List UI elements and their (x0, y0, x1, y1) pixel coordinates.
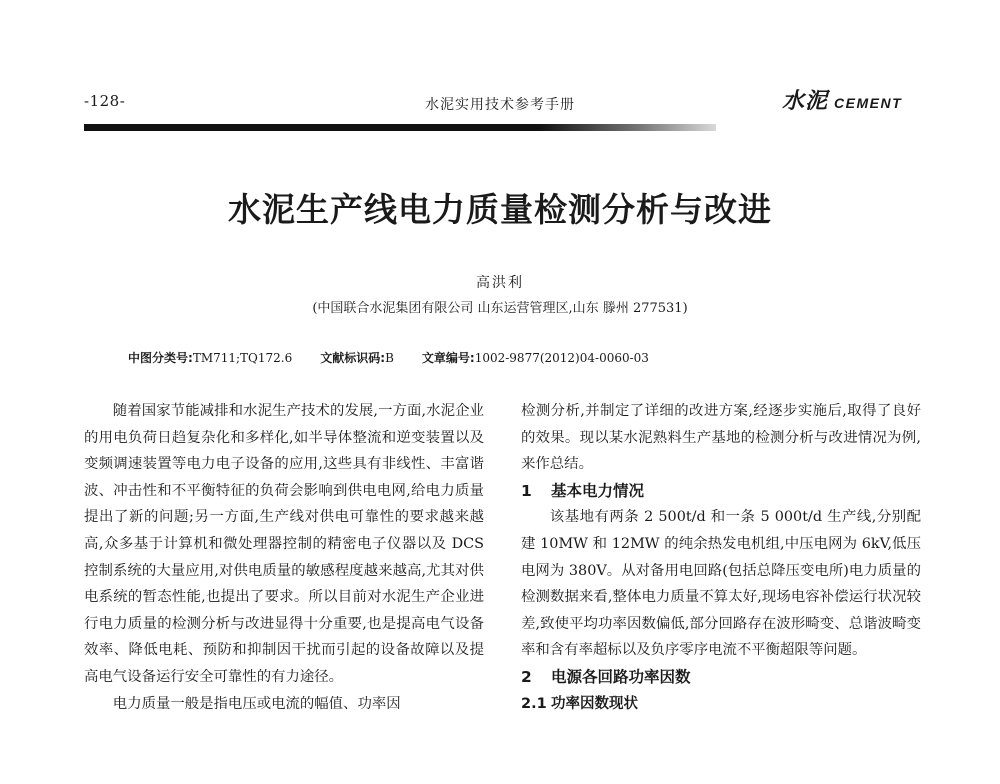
section-heading-1 (521, 478, 921, 505)
section-heading-2 (521, 664, 921, 691)
article-no-value: 1002-9877(2012)04-0060-03 (474, 351, 649, 365)
header-rule (84, 124, 716, 131)
subsection-title: 功率因数现状 (551, 695, 638, 712)
body-paragraph: 随着国家节能减排和水泥生产技术的发展,一方面,水泥企业的用电负荷日趋复杂化和多样化,如半导体整流和逆变装置以及变频调速装置等电力电子设备的应用,这些具有非线性、丰富谐波、冲击性和不平衡特征的负荷会影响到供电电网,给电力质量提出了新的问题;另一方面,生产线对供电可靠性的要求越来越高,众多基于计算机和微处理器控制的精密电子仪器以及 DCS 控制系统的大量应用,对供电质量的敏感程度越来越高,尤其对供电系统的暂态性能,也提出了要求。所以目前对水泥生产企业进行电力质量的检测分析与改进显得十分重要,也是提高电气设备效率、降低电耗、预防和抑制因干扰而引起的设备故障以及提高电气设备运行安全可靠性的有力途径。 (84, 403, 484, 685)
subsection-number: 2.1 (521, 695, 547, 712)
classification-line (128, 349, 649, 366)
doc-code-value: B (385, 351, 394, 365)
logo-english: CEMENT (834, 95, 903, 111)
subsection-heading-2-1 (521, 691, 921, 718)
author-affiliation: (中国联合水泥集团有限公司 山东运营管理区,山东 滕州 277531) (312, 301, 688, 316)
left-column (84, 398, 484, 717)
section-title: 基本电力情况 (551, 481, 645, 500)
article-no-label: 文章编号: (421, 351, 475, 365)
logo-chinese: 水泥 (782, 88, 829, 114)
body-paragraph: 该基地有两条 2 500t/d 和一条 5 000t/d 生产线,分别配建 10MW 和 12MW 的纯余热发电机组,中压电网为 6kV,低压电网为 380V。从对备用电回路(包括总降压变电所)电力质量的检测数据来看,整体电力质量不算太好,现场电容补偿运行状况较差,致使平均功率因数偏低,部分回路存在波形畸变、总谐波畸变率和含有率超标以及负序零序电流不平衡超限等问题。 (521, 509, 921, 659)
body-paragraph: 检测分析,并制定了详细的改进方案,经逐步实施后,取得了良好的效果。现以某水泥熟料生产基地的检测分析与改进情况为例,来作总结。 (521, 403, 921, 473)
right-column (521, 398, 921, 717)
section-title: 电源各回路功率因数 (551, 667, 691, 686)
author-name: 高洪利 (476, 275, 524, 291)
doc-code-label: 文献标识码: (320, 351, 386, 365)
journal-logo (782, 84, 902, 115)
section-number: 1 (521, 481, 532, 500)
clc-value: TM711;TQ172.6 (192, 351, 293, 365)
page-number: -128- (84, 92, 126, 110)
article-title: 水泥生产线电力质量检测分析与改进 (228, 190, 772, 229)
section-number: 2 (521, 667, 532, 686)
running-title: 水泥实用技术参考手册 (425, 97, 575, 113)
body-paragraph: 电力质量一般是指电压或电流的幅值、功率因 (112, 695, 401, 712)
clc-label: 中图分类号: (128, 351, 193, 365)
